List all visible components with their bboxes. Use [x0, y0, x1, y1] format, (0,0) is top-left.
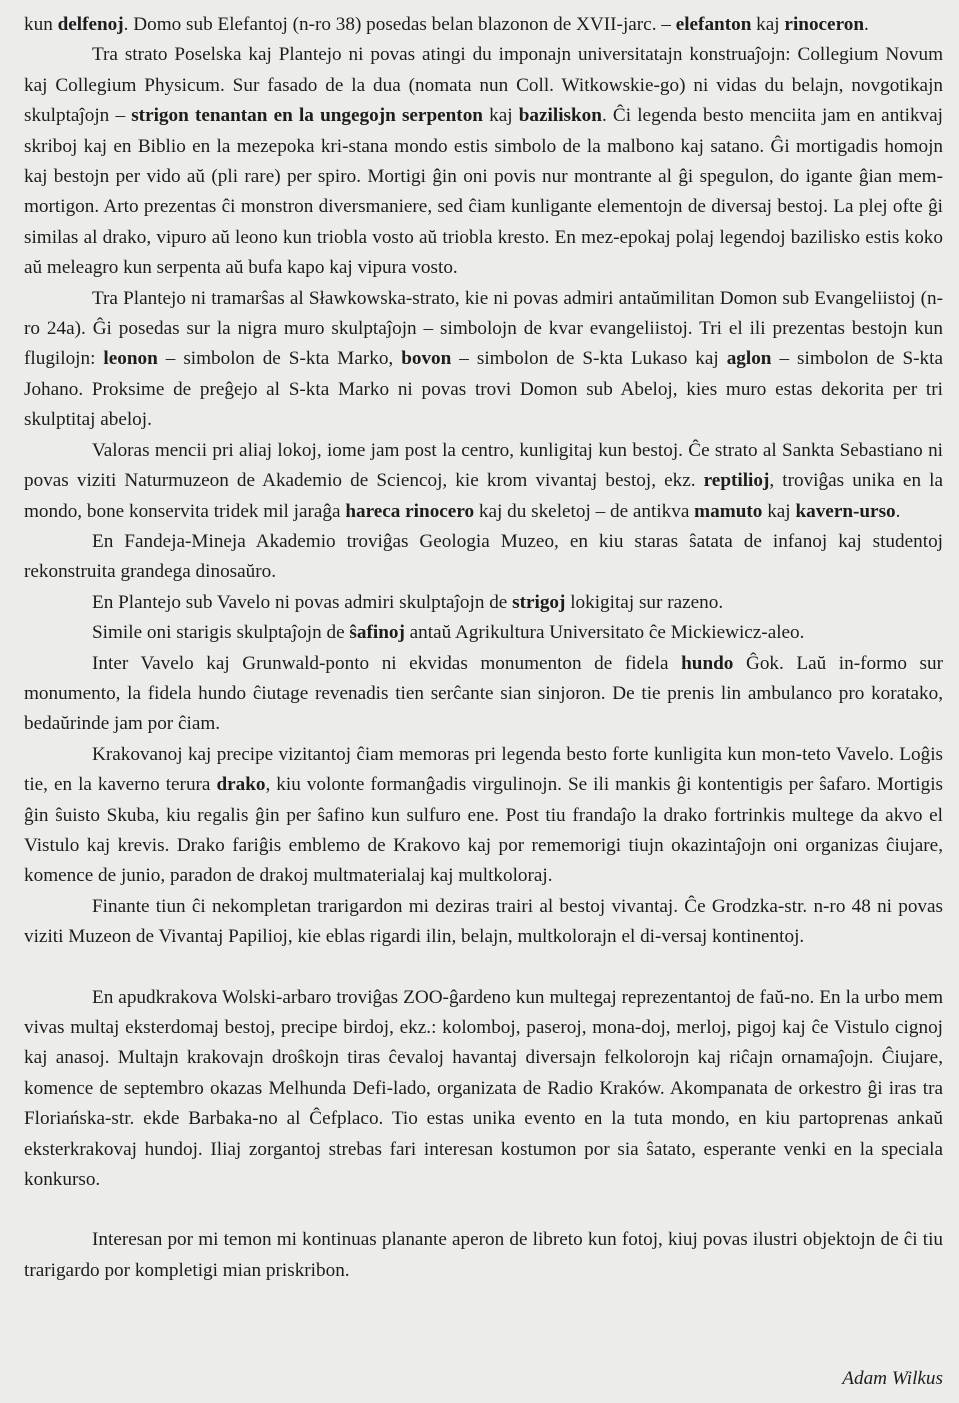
text-run: kaj	[762, 500, 796, 522]
bold-term: elefanton	[675, 14, 752, 35]
text-run: Valoras mencii pri aliaj lokoj, iome jam post la centro, kunligitaj kun bestoj. Ĉe strato al Sankta Sebastiano ni povas viziti Naturmuzeon de Akademio de Sciencoj, kie krom vivantaj bestoj, ekz.	[24, 439, 943, 492]
paragraph	[24, 740, 943, 892]
paragraph	[24, 40, 943, 283]
text-run: .	[864, 14, 869, 35]
paragraph	[24, 527, 943, 588]
text-run: . Ĉi legenda besto menciita jam en antikvaj skriboj kaj en Biblio en la mezepoka kri-stana mondo estis simbolo de la malbono kaj satano. Ĝi mortigadis homojn kaj bestojn per vido aŭ (pli rare) per spiro. Mortigi ĝin oni povis nur montrante al ĝi spegulon, do igante ĝian mem-mortigon. Arto prezentas ĉi monstron diversmaniere, sed ĉiam kunligante elementojn de diversaj bestoj. La plej ofte ĝi similas al drako, vipuro aŭ leono kun triobla vosto aŭ triobla kresto. En mez-epokaj polaj legendoj bazilisko estis koko aŭ meleagro kun serpenta aŭ bufa kapo kaj vipura vosto.	[24, 105, 943, 279]
paragraph	[24, 1225, 943, 1286]
paragraph	[24, 588, 943, 618]
bold-term: rinoceron	[784, 14, 865, 35]
bold-term: mamuto	[694, 500, 763, 522]
text-run: – simbolon de S-kta Lukaso kaj	[451, 348, 727, 370]
text-run: antaŭ Agrikultura Universitato ĉe Mickiewicz-aleo.	[404, 622, 805, 644]
article-body	[24, 10, 943, 1286]
bold-term: aglon	[726, 348, 772, 370]
bold-term: hundo	[681, 652, 734, 674]
text-run: Krakovanoj kaj precipe vizitantoj ĉiam memoras pri legenda besto forte kunligita kun mon-teto Vavelo. Loĝis tie, en la kaverno terura	[24, 743, 943, 796]
text-run: lokigitaj sur razeno.	[565, 591, 724, 613]
bold-term: drako	[216, 774, 266, 796]
text-run: Tra strato Poselska kaj Plantejo ni povas atingi du imponajn universitatajn konstruaĵojn: Collegium Novum kaj Collegium Physicum. Sur fasado de la dua (nomata nun Coll. Witkowskie-go) ni vidas du belajn, novgotikajn skulptaĵojn –	[24, 44, 943, 127]
text-run: kaj du skeletoj – de antikva	[474, 500, 695, 522]
text-run: En Plantejo sub Vavelo ni povas admiri skulptaĵojn de	[92, 591, 513, 613]
text-run: Simile oni starigis skulptaĵojn de	[92, 622, 350, 644]
paragraph	[24, 284, 943, 436]
author-signature: Adam Wilkus	[842, 1368, 943, 1389]
bold-term: reptilioj	[703, 470, 770, 492]
text-run: kun	[24, 14, 58, 35]
text-run: En apudkrakova Wolski-arbaro troviĝas ZOO-ĝardeno kun multegaj reprezentantoj de faŭ-no. En la urbo mem vivas multaj eksterdomaj bestoj, precipe birdoj, ekz.: kolomboj, paseroj, mona-doj, merloj, pigoj kaj ĉe Vistulo cignoj kaj anasoj. Multajn krakovajn droŝkojn tiras ĉevaloj havantaj diversajn felkolorojn kaj riĉajn ornamaĵojn. Ĉiujare, komence de septembro okazas Melhunda Defi-lado, organizata de Radio Kraków. Akompanata de orkestro ĝi iras tra Floriańska-str. ekde Barbaka-no al Ĉefplaco. Tio estas unika evento en la tuta mondo, en kiu partoprenas ankaŭ eksterkrakovaj hundoj. Iliaj zorgantoj strebas fari interesan kostumon por sia ŝatato, esperante venki en la speciala konkurso.	[24, 986, 943, 1191]
bold-term: baziliskon	[518, 105, 602, 127]
text-run: . Domo sub Elefantoj (n-ro 38) posedas belan blazonon de XVII-jarc. –	[123, 14, 676, 35]
text-run: En Fandeja-Mineja Akademio troviĝas Geologia Muzeo, en kiu staras ŝatata de infanoj kaj studentoj rekonstruita grandega dinosaŭro.	[24, 530, 943, 583]
bold-term: leonon	[103, 348, 158, 370]
bold-term: ŝafinoj	[349, 622, 405, 644]
paragraph	[24, 983, 943, 1196]
text-run: .	[895, 500, 901, 522]
text-run: Inter Vavelo kaj Grunwald-ponto ni ekvidas monumenton de fidela	[92, 652, 682, 674]
bold-term: delfenoj	[57, 14, 124, 35]
text-run: kaj	[751, 14, 785, 35]
bold-term: bovon	[401, 348, 452, 370]
text-run: Ĝok. Laŭ in-formo sur monumento, la fidela hundo ĉiutage revenadis tien serĉante sian sinjoron. De tie prenis lin ambulanco pro koratako, bedaŭrinde jam por ĉiam.	[24, 652, 944, 735]
text-run: Tra Plantejo ni tramarŝas al Sławkowska-strato, kie ni povas admiri antaŭmilitan Domon sub Evangeliistoj (n-ro 24a). Ĝi posedas sur la nigra muro skulptaĵojn – simbolojn de kvar evangeliistoj. Tri el ili prezentas bestojn kun flugilojn:	[24, 287, 943, 370]
paragraph	[24, 892, 943, 953]
text-run: , troviĝas unika en la mondo, bone konservita tridek mil jaraĝa	[24, 470, 943, 522]
text-run: kaj	[482, 105, 519, 127]
bold-term: hareca rinocero	[345, 500, 475, 522]
paragraph	[24, 649, 943, 740]
bold-term: strigoj	[512, 591, 566, 613]
paragraph	[24, 10, 943, 40]
text-run: – simbolon de S-kta Marko,	[157, 348, 402, 370]
text-run: , kiu volonte formanĝadis virgulinojn. Se ili mankis ĝi kontentigis per ŝafaro. Mortigis ĝin ŝuisto Skuba, kiu regalis ĝin per ŝafino kun sulfuro ene. Post tiu frandaĵo la drako fortrinkis multege da akvo el Vistulo kaj krevis. Drako fariĝis emblemo de Krakovo kaj por rememorigi tiujn okazintaĵojn oni organizas ĉiujare, komence de junio, paradon de drakoj multmaterialaj kaj multkoloraj.	[24, 774, 944, 887]
bold-term: strigon tenantan en la ungegojn serpenton	[131, 105, 483, 127]
paragraph	[24, 436, 943, 527]
bold-term: kavern-urso	[795, 500, 896, 522]
text-run: Finante tiun ĉi nekompletan trarigardon mi deziras trairi al bestoj vivantaj. Ĉe Grodzka-str. n-ro 48 ni povas viziti Muzeon de Vivantaj Papilioj, kie eblas rigardi ilin, belajn, multkolorajn el di-versaj kontinentoj.	[24, 895, 943, 948]
text-run: – simbolon de S-kta Johano. Proksime de preĝejo al S-kta Marko ni povas trovi Domon sub Abeloj, kies muro estas dekorita per tri skulptitaj abeloj.	[24, 348, 944, 431]
paragraph	[24, 618, 943, 648]
text-run: Interesan por mi temon mi kontinuas planante aperon de libreto kun fotoj, kiuj povas ilustri objektojn de ĉi tiu trarigardo por kompletigi mian priskribon.	[24, 1229, 943, 1281]
